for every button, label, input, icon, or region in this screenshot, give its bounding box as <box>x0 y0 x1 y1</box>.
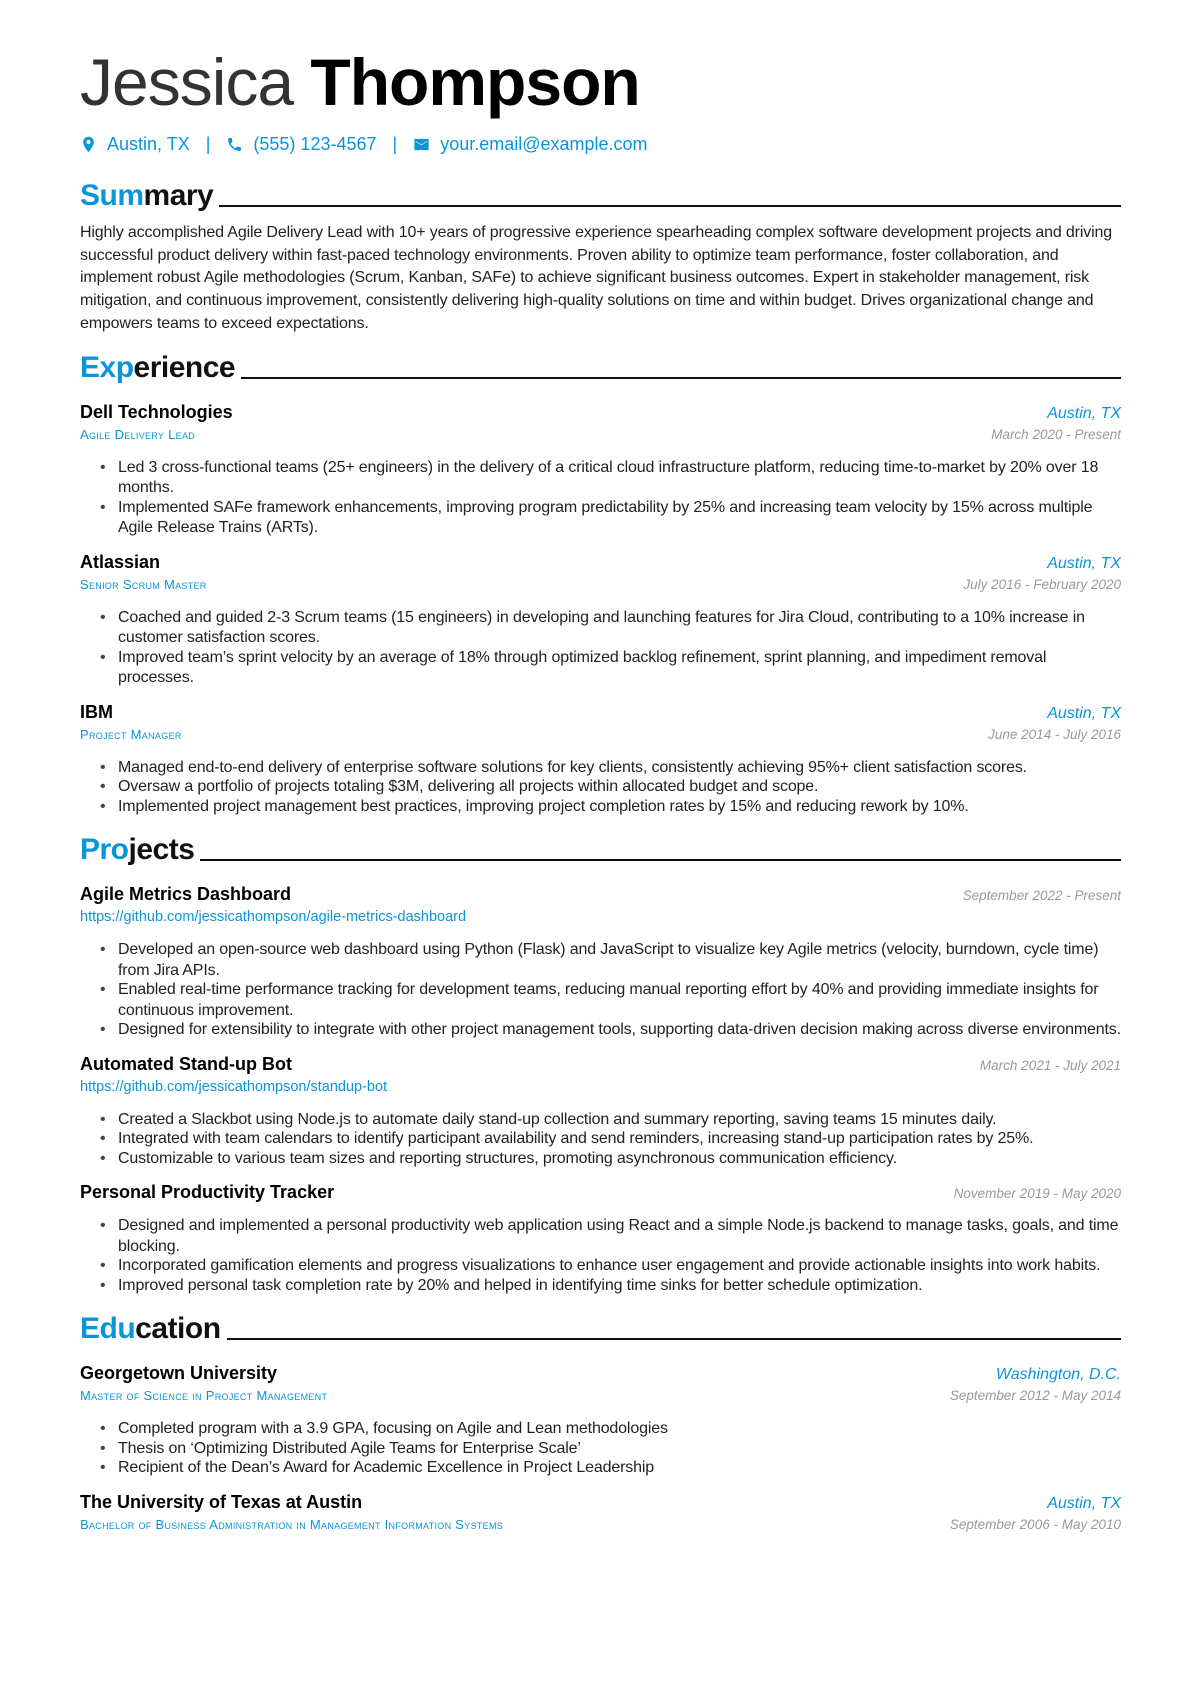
bullet-list <box>80 1419 1121 1479</box>
date-range: July 2016 - February 2020 <box>963 576 1121 592</box>
date-range: September 2006 - May 2010 <box>949 1516 1121 1532</box>
role-title: Master of Science in Project Management <box>80 1388 328 1404</box>
candidate-name: Jessica Thompson <box>80 45 640 119</box>
entry-subheader-row <box>80 1514 1121 1536</box>
date-range: September 2012 - May 2014 <box>949 1388 1121 1404</box>
location: Austin, TX <box>1047 1494 1121 1512</box>
summary-text: Highly accomplished Agile Delivery Lead with 10+ years of progressive experience spearheading complex software development projects and driving successful product delivery within fast-paced technology environments. Proven ability to optimize team performance, foster collaboration, and implement robust Agile methodologies (Scrum, Kanban, SAFe) to achieve significant business outcomes. Expert in stakeholder management, risk mitigation, and continuous improvement, consistently delivering high-quality solutions on time and within budget. Drives organizational change and empowers teams to exceed expectations. <box>80 224 1113 332</box>
date-range: June 2014 - July 2016 <box>988 726 1121 742</box>
entry-header-row <box>80 1490 1121 1514</box>
map-pin-icon <box>80 136 97 153</box>
heading-rule <box>200 859 1121 861</box>
bullet-item: • Improved personal task completion rate by 20% and helped in identifying time sinks for better schedule optimization. <box>96 1276 1121 1297</box>
location: Austin, TX <box>1047 404 1121 422</box>
location-text: Austin, TX <box>107 134 190 154</box>
organization-name: The University of Texas at Austin <box>80 1491 363 1512</box>
job-entry <box>80 550 1121 689</box>
envelope-icon <box>413 136 430 153</box>
bullet-item: • Created a Slackbot using Node.js to automate daily stand-up collection and summary reporting, saving teams 15 minutes daily. <box>96 1110 1121 1131</box>
project-name: Agile Metrics Dashboard <box>80 884 292 905</box>
bullet-item: • Improved team’s sprint velocity by an average of 18% through optimized backlog refinement, sprint planning, and impediment removal processes. <box>96 648 1121 689</box>
education-entry <box>80 1361 1121 1479</box>
education-entry <box>80 1490 1121 1536</box>
bullet-item: • Implemented project management best practices, improving project completion rates by 15% and reducing rework by 10%. <box>96 797 1121 818</box>
separator: | <box>205 134 211 154</box>
resume-body <box>80 168 1121 1536</box>
entry-header-row <box>80 882 1121 906</box>
location: Washington, D.C. <box>995 1366 1121 1384</box>
bullet-item: • Incorporated gamification elements and progress visualizations to enhance user engagement and provide actionable insights into work habits. <box>96 1256 1121 1277</box>
job-entry <box>80 700 1121 818</box>
bullet-list <box>80 458 1121 539</box>
contact-bar <box>80 134 648 155</box>
organization-name: Georgetown University <box>80 1363 278 1384</box>
date-range: September 2022 - Present <box>962 888 1121 904</box>
date-range: March 2020 - Present <box>991 426 1121 442</box>
experience-list <box>80 400 1121 818</box>
bullet-item: • Coached and guided 2-3 Scrum teams (15 engineers) in developing and launching features for Jira Cloud, contributing to a 10% increase in customer satisfaction scores. <box>96 608 1121 649</box>
section-heading-projects: Projects <box>80 830 1121 870</box>
bullet-list <box>80 758 1121 818</box>
date-range: March 2021 - July 2021 <box>979 1057 1121 1073</box>
entry-header-row <box>80 700 1121 724</box>
job-entry <box>80 400 1121 539</box>
entry-subheader-row <box>80 1385 1121 1407</box>
entry-header-row <box>80 1361 1121 1385</box>
bullet-item: • Designed and implemented a personal productivity web application using React and a simple Node.js backend to manage tasks, goals, and time blocking. <box>96 1216 1121 1257</box>
education-list <box>80 1361 1121 1536</box>
project-entry <box>80 1052 1121 1170</box>
project-entry <box>80 882 1121 1041</box>
bullet-list <box>80 1110 1121 1170</box>
entry-subheader-row <box>80 724 1121 746</box>
bullet-item: • Developed an open-source web dashboard using Python (Flask) and JavaScript to visualize key Agile metrics (velocity, burndown, cycle time) from Jira APIs. <box>96 940 1121 981</box>
entry-header-row <box>80 1180 1121 1204</box>
bullet-item: • Oversaw a portfolio of projects totaling $3M, delivering all projects within allocated budget and scope. <box>96 777 1121 798</box>
role-title: Project Manager <box>80 726 182 742</box>
section-heading-summary: Summary <box>80 176 1121 216</box>
bullet-list <box>80 608 1121 689</box>
bullet-item: • Designed for extensibility to integrate with other project management tools, supporting data-driven decision making across diverse environments. <box>96 1020 1121 1041</box>
bullet-item: • Led 3 cross-functional teams (25+ engineers) in the delivery of a critical cloud infrastructure platform, reducing time-to-market by 20% over 18 months. <box>96 458 1121 499</box>
role-title: Agile Delivery Lead <box>80 426 196 442</box>
bullet-item: • Thesis on ‘Optimizing Distributed Agile Teams for Enterprise Scale’ <box>96 1439 1121 1460</box>
heading-rule <box>241 377 1121 379</box>
entry-header-row <box>80 400 1121 424</box>
phone-icon <box>226 136 243 153</box>
projects-list <box>80 882 1121 1296</box>
section-heading-education: Education <box>80 1309 1121 1349</box>
bullet-item: • Enabled real-time performance tracking for development teams, reducing manual reporting effort by 40% and providing immediate insights for continuous improvement. <box>96 980 1121 1021</box>
project-entry <box>80 1180 1121 1296</box>
date-range: November 2019 - May 2020 <box>953 1186 1121 1202</box>
organization-name: IBM <box>80 701 113 722</box>
project-name: Automated Stand-up Bot <box>80 1053 292 1074</box>
bullet-item: • Managed end-to-end delivery of enterprise software solutions for key clients, consistently achieving 95%+ client satisfaction scores. <box>96 758 1121 779</box>
bullet-item: • Completed program with a 3.9 GPA, focusing on Agile and Lean methodologies <box>96 1419 1121 1440</box>
email-link[interactable]: your.email@example.com <box>440 134 648 154</box>
entry-header-row <box>80 550 1121 574</box>
organization-name: Dell Technologies <box>80 401 233 422</box>
organization-name: Atlassian <box>80 551 161 572</box>
phone-link[interactable]: (555) 123-4567 <box>253 134 377 154</box>
entry-link-row <box>80 906 1121 928</box>
bullet-list <box>80 940 1121 1041</box>
heading-rule <box>219 205 1121 207</box>
location: Austin, TX <box>1047 554 1121 572</box>
location: Austin, TX <box>1047 704 1121 722</box>
separator: | <box>392 134 398 154</box>
entry-link-row <box>80 1076 1121 1098</box>
bullet-list <box>80 1216 1121 1296</box>
entry-subheader-row <box>80 574 1121 596</box>
bullet-item: • Recipient of the Dean’s Award for Academic Excellence in Project Leadership <box>96 1458 1121 1479</box>
role-title: Bachelor of Business Administration in Management Information Systems <box>80 1516 504 1532</box>
section-heading-experience: Experience <box>80 348 1121 388</box>
bullet-item: • Customizable to various team sizes and reporting structures, promoting asynchronous communication efficiency. <box>96 1149 1121 1170</box>
project-link[interactable]: https://github.com/jessicathompson/standup-bot <box>80 1078 388 1095</box>
heading-rule <box>227 1338 1121 1340</box>
project-link[interactable]: https://github.com/jessicathompson/agile-metrics-dashboard <box>80 909 467 926</box>
entry-subheader-row <box>80 424 1121 446</box>
project-name: Personal Productivity Tracker <box>80 1182 335 1203</box>
entry-header-row <box>80 1052 1121 1076</box>
role-title: Senior Scrum Master <box>80 576 207 592</box>
bullet-item: • Implemented SAFe framework enhancements, improving program predictability by 25% and increasing team velocity by 15% across multiple Agile Release Trains (ARTs). <box>96 498 1121 539</box>
bullet-item: • Integrated with team calendars to identify participant availability and send reminders, increasing stand-up participation rates by 25%. <box>96 1129 1121 1150</box>
